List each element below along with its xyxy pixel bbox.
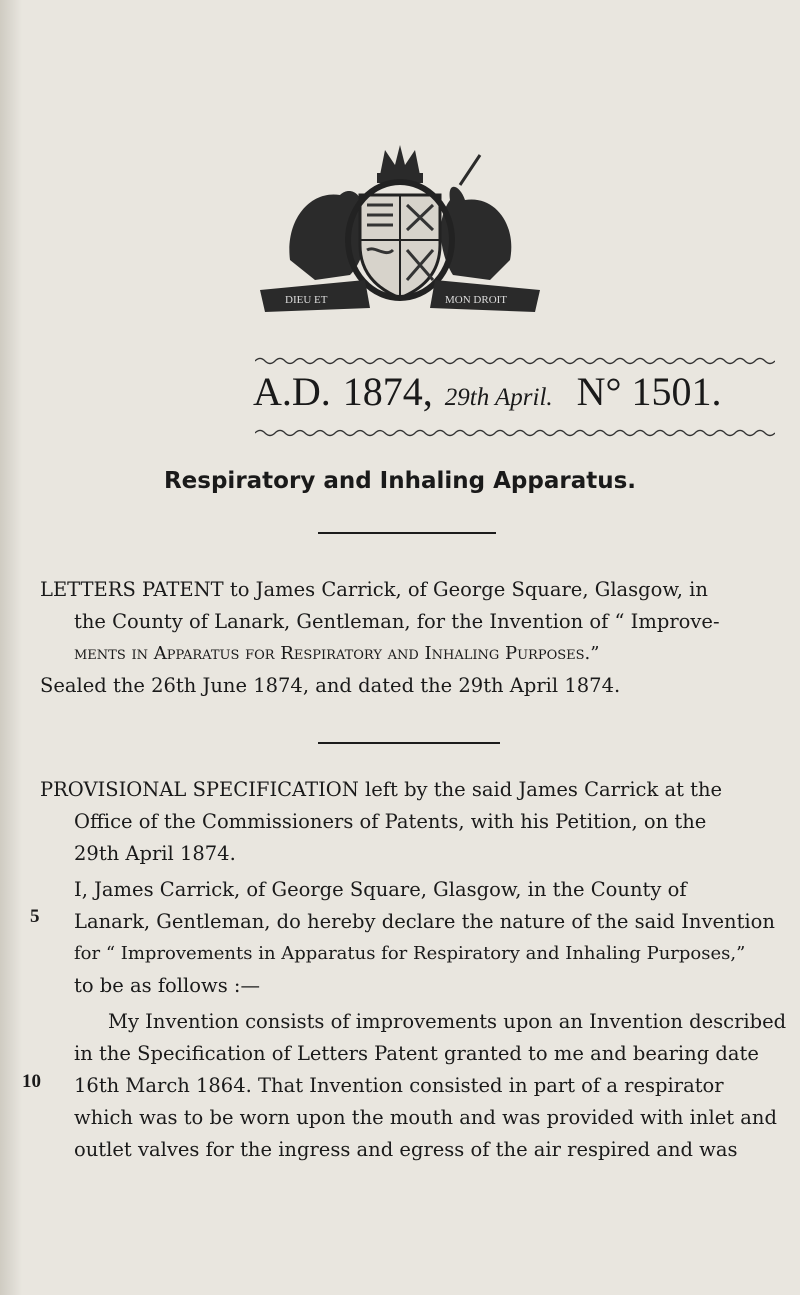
provisional-paragraph xyxy=(40,774,740,870)
body-line: 16th March 1864. That Invention consisted in part of a respirator xyxy=(74,1074,724,1097)
body-line: which was to be worn upon the mouth and was provided with inlet and xyxy=(74,1106,777,1129)
patent-title: Respiratory and Inhaling Apparatus. xyxy=(163,468,637,494)
page-edge xyxy=(0,0,22,1295)
body-paragraph-1 xyxy=(40,874,775,1002)
line-number-10: 10 xyxy=(22,1071,41,1092)
body-line: to be as follows :— xyxy=(74,974,260,997)
letters-patent-line: LETTERS PATENT to James Carrick, of George Square, Glasgow, in xyxy=(40,578,708,601)
wavy-rule-bottom xyxy=(255,428,775,438)
body-line: I, James Carrick, of George Square, Glasgow, in the County of xyxy=(74,878,687,901)
body-line: in the Specification of Letters Patent granted to me and bearing date xyxy=(74,1042,759,1065)
provisional-line: Office of the Commissioners of Patents, with his Petition, on the xyxy=(74,810,707,833)
body-line: for “ Improvements in Apparatus for Respiratory and Inhaling Purposes,” xyxy=(74,943,746,964)
header-ad: A.D. xyxy=(253,369,331,414)
motto-left: DIEU ET xyxy=(285,294,328,306)
letters-patent-line: the County of Lanark, Gentleman, for the Invention of “ Improve- xyxy=(74,610,720,633)
divider-rule-1 xyxy=(318,532,496,534)
header-date: 29th April. xyxy=(444,384,553,411)
wavy-rule-top xyxy=(255,356,775,366)
patent-header xyxy=(253,368,722,424)
header-number: N° 1501. xyxy=(576,369,722,414)
motto-right: MON DROIT xyxy=(445,294,508,306)
provisional-line: PROVISIONAL SPECIFICATION left by the said James Carrick at the xyxy=(40,778,723,801)
body-line: outlet valves for the ingress and egress of the air respired and was xyxy=(74,1138,738,1161)
divider-rule-2 xyxy=(318,742,500,744)
body-line: My Invention consists of improvements upon an Invention described xyxy=(108,1010,787,1033)
body-line: Lanark, Gentleman, do hereby declare the nature of the said Invention xyxy=(74,910,775,933)
sealed-line xyxy=(40,670,740,702)
provisional-line: 29th April 1874. xyxy=(74,842,236,865)
letters-patent-line: ments in Apparatus for Respiratory and Inhaling Purposes.” xyxy=(74,643,600,664)
header-year: 1874, xyxy=(342,369,433,414)
body-paragraph-2 xyxy=(40,1006,787,1166)
line-number-5: 5 xyxy=(30,906,40,927)
royal-crest-emblem xyxy=(255,140,545,320)
sealed-text: Sealed the 26th June 1874, and dated the 29th April 1874. xyxy=(40,674,621,697)
letters-patent-paragraph xyxy=(40,574,740,670)
